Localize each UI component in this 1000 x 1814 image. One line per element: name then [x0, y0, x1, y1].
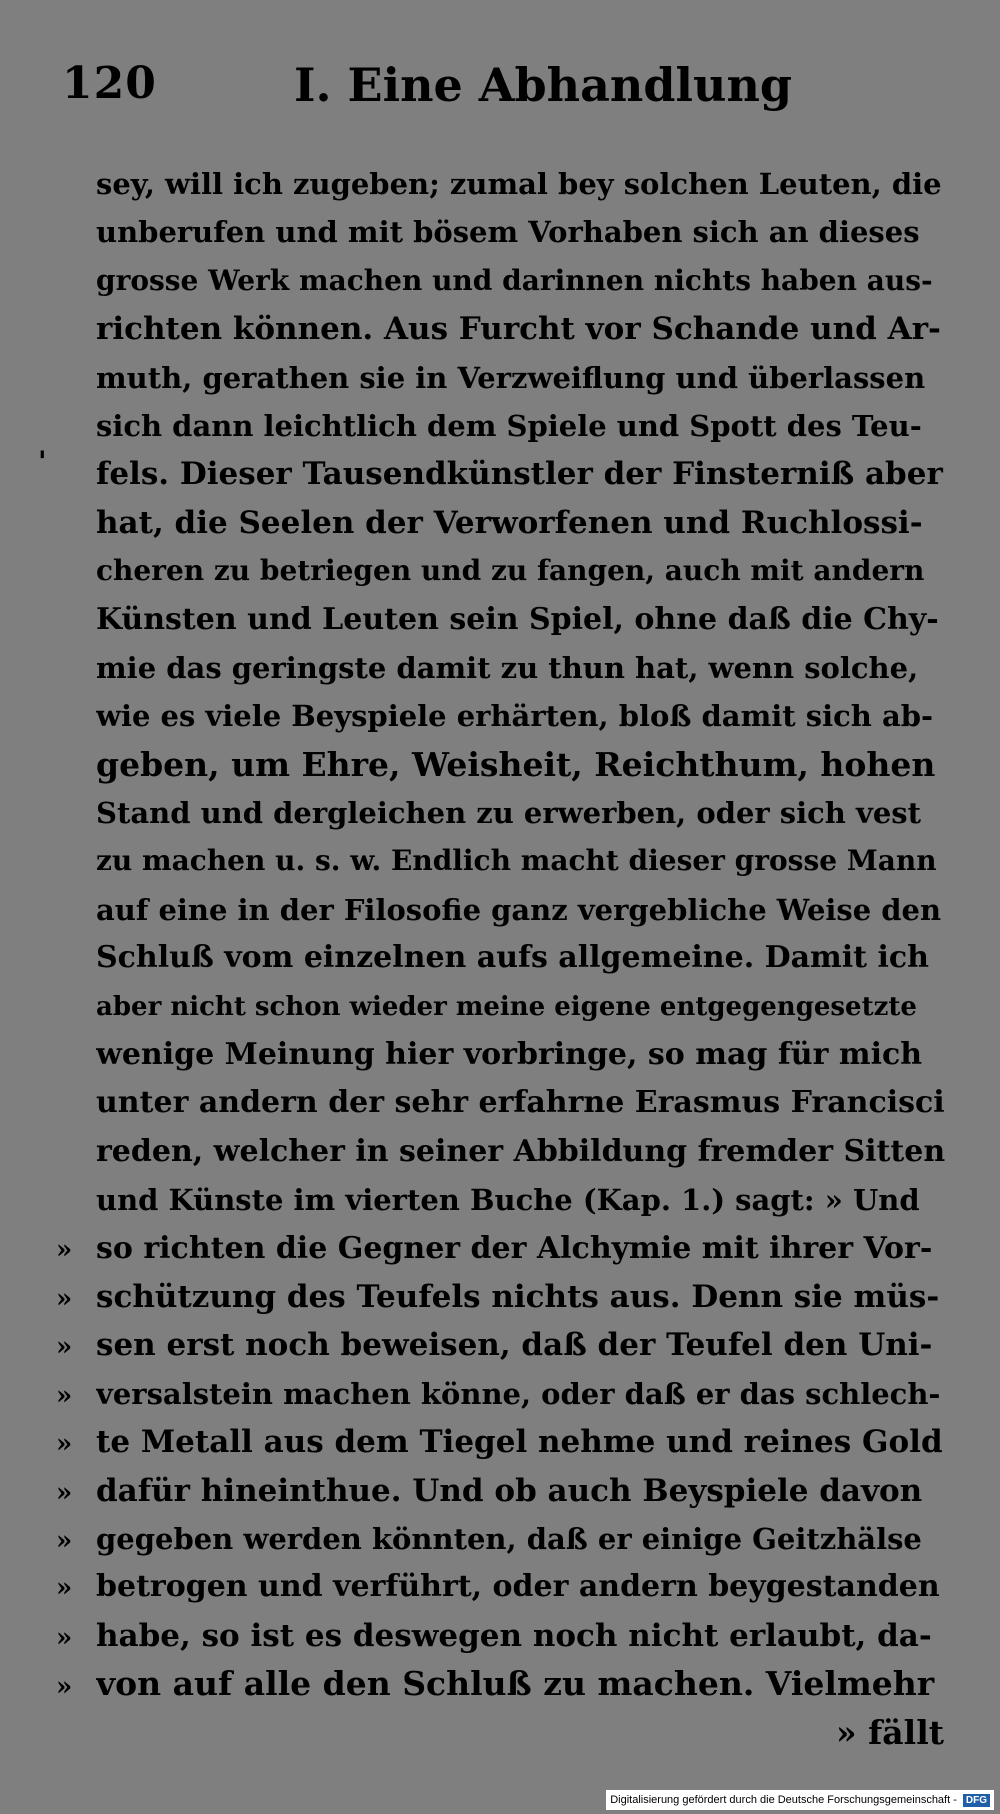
line-text: cheren zu betriegen und zu fangen, auch mit andern	[96, 554, 925, 588]
text-line	[56, 692, 946, 740]
line-text: hat, die Seelen der Verworfenen und Ruchlossi-	[96, 504, 923, 541]
text-line	[56, 208, 946, 256]
quote-mark: »	[56, 1622, 73, 1653]
quote-mark: »	[56, 1429, 73, 1460]
line-text: Schluß vom einzelnen aufs allgemeine. Damit ich	[96, 940, 929, 976]
line-text: unberufen und mit bösem Vorhaben sich an dieses	[96, 215, 920, 250]
text-line	[56, 644, 946, 692]
body-text	[56, 160, 946, 1757]
text-line	[56, 1176, 946, 1224]
line-text: richten können. Aus Furcht vor Schande und Ar-	[96, 311, 941, 348]
line-text: dafür hineinthue. Und ob auch Beyspiele davon	[96, 1472, 923, 1509]
text-line	[56, 1225, 946, 1273]
quote-mark: »	[56, 1573, 73, 1604]
line-text: von auf alle den Schluß zu machen. Vielmehr	[96, 1664, 935, 1704]
line-text: und Künste im vierten Buche (Kap. 1.) sagt: » Und	[96, 1183, 920, 1218]
quote-mark: »	[56, 1380, 73, 1411]
line-text: Künsten und Leuten sein Spiel, ohne daß die Chy-	[96, 601, 939, 637]
quote-mark: »	[56, 1283, 73, 1314]
line-text: te Metall aus dem Tiegel nehme und reines Gold	[96, 1424, 943, 1461]
text-line	[56, 354, 946, 402]
text-line	[56, 741, 946, 789]
line-text: sich dann leichtlich dem Spiele und Spott des Teu-	[96, 408, 922, 443]
running-title: I. Eine Abhandlung	[294, 58, 793, 112]
line-text: fels. Dieser Tausendkünstler der Finsterniß aber	[96, 456, 943, 493]
margin-mark: '	[38, 445, 47, 478]
text-line	[56, 160, 946, 208]
text-line	[56, 305, 946, 353]
text-line	[56, 1467, 946, 1515]
line-text: geben, um Ehre, Weisheit, Reichthum, hohen	[96, 744, 936, 784]
line-text: betrogen und verführt, oder andern beygestanden	[96, 1569, 940, 1605]
text-line	[56, 257, 946, 305]
text-line	[56, 596, 946, 644]
text-line	[56, 1563, 946, 1611]
line-text: sen erst noch beweisen, daß der Teufel den Uni-	[96, 1327, 933, 1364]
line-text: mie das geringste damit zu thun hat, wenn solche,	[96, 650, 919, 685]
line-text: so richten die Gegner der Alchymie mit ihrer Vor-	[96, 1230, 933, 1266]
text-line	[56, 547, 946, 595]
text-line	[56, 886, 946, 934]
line-text: muth, gerathen sie in Verzweiflung und überlassen	[96, 360, 926, 395]
text-line	[56, 983, 946, 1031]
line-text: sey, will ich zugeben; zumal bey solchen Leuten, die	[96, 167, 942, 201]
line-text: auf eine in der Filosofie ganz vergebliche Weise den	[96, 892, 942, 927]
text-line	[56, 934, 946, 982]
text-line	[56, 1128, 946, 1176]
digitization-footer	[606, 1790, 994, 1810]
text-line	[56, 1515, 946, 1563]
quote-mark: »	[56, 1525, 73, 1556]
page-header	[62, 58, 942, 128]
line-text: zu machen u. s. w. Endlich macht dieser grosse Mann	[96, 844, 937, 878]
line-text: versalstein machen könne, oder daß er das schlech-	[96, 1376, 941, 1411]
text-line	[56, 1321, 946, 1369]
line-text: gegeben werden könnten, daß er einige Geitzhälse	[96, 1521, 922, 1556]
text-line	[56, 450, 946, 498]
line-text: habe, so ist es deswegen noch nicht erlaubt, da-	[96, 1617, 932, 1654]
line-text: wie es viele Beyspiele erhärten, bloß damit sich ab-	[96, 699, 934, 734]
text-line	[56, 1612, 946, 1660]
page-number: 120	[62, 58, 157, 109]
line-text: grosse Werk machen und darinnen nichts haben aus-	[96, 263, 933, 297]
funding-credit: Digitalisierung gefördert durch die Deutsche Forschungsgemeinschaft -	[610, 1794, 957, 1806]
text-line	[56, 1079, 946, 1127]
line-text: Stand und dergleichen zu erwerben, oder sich vest	[96, 796, 921, 831]
text-line	[56, 1660, 946, 1708]
line-text: unter andern der sehr erfahrne Erasmus Francisci	[96, 1085, 945, 1121]
text-line	[56, 1273, 946, 1321]
catchword: » fällt	[835, 1712, 944, 1752]
dfg-logo-icon: DFG	[963, 1794, 990, 1807]
text-line	[56, 402, 946, 450]
text-line	[56, 789, 946, 837]
text-line	[56, 1418, 946, 1466]
line-text: wenige Meinung hier vorbringe, so mag für mich	[96, 1037, 923, 1073]
catchword-line	[56, 1709, 946, 1757]
quote-mark: »	[56, 1672, 73, 1703]
quote-mark: »	[56, 1332, 73, 1363]
text-line	[56, 837, 946, 885]
line-text: aber nicht schon wieder meine eigene entgegengesetzte	[96, 991, 917, 1022]
line-text: reden, welcher in seiner Abbildung fremder Sitten	[96, 1133, 946, 1169]
text-line	[56, 1031, 946, 1079]
text-line	[56, 1370, 946, 1418]
quote-mark: »	[56, 1234, 73, 1265]
line-text: schützung des Teufels nichts aus. Denn sie müs-	[96, 1278, 940, 1315]
quote-mark: »	[56, 1477, 73, 1508]
text-line	[56, 499, 946, 547]
